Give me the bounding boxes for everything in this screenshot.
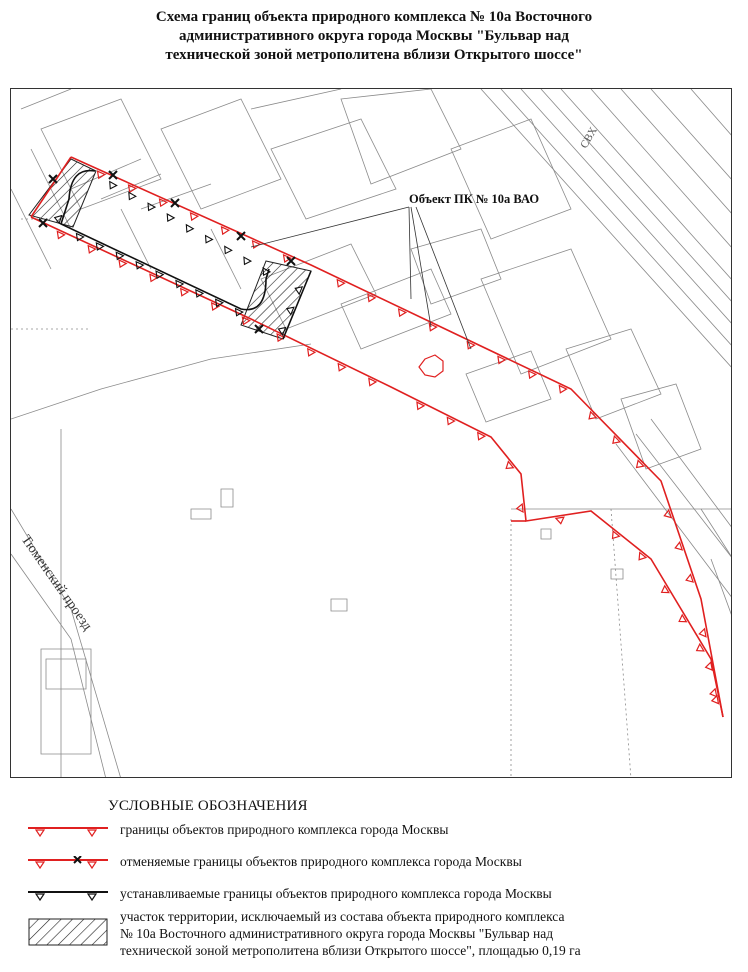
- boundary-marker-icon: [95, 171, 105, 180]
- boundary-marker-icon: [126, 185, 136, 194]
- legend-text-cancelled: отменяемые границы объектов природного комплекса города Москвы: [120, 854, 522, 869]
- new-boundary-icon: [28, 888, 108, 902]
- street-label: Тюменский проезд: [17, 532, 95, 634]
- boundary-marker-icon: [685, 574, 693, 584]
- boundary-marker-icon: [183, 225, 193, 234]
- nature-complex-boundary: [31, 157, 723, 717]
- boundary-marker-icon: [674, 542, 682, 552]
- rail-label: СВХ: [578, 125, 600, 151]
- legend: [0, 790, 748, 972]
- boundary-marker-icon: [663, 510, 671, 520]
- boundary-marker-icon: [709, 689, 716, 698]
- title-line-3: технической зоной метрополитена вблизи Открытого шоссе": [165, 47, 583, 63]
- boundary-marker-icon: [164, 214, 174, 223]
- legend-text-new: устанавливаемые границы объектов природного комплекса города Москвы: [120, 886, 552, 901]
- boundary-marker-icon: [556, 517, 565, 524]
- boundary-marker-icon: [107, 182, 117, 191]
- boundary-marker-icon: [699, 629, 706, 638]
- cancelled-boundary-icon: [28, 856, 108, 870]
- boundary-marker-icon: [219, 227, 229, 236]
- legend-excluded-line-2: № 10а Восточного административного округа города Москвы "Бульвар над: [120, 926, 554, 941]
- basemap: [11, 89, 732, 778]
- title-line-2: административного округа города Москвы "Бульвар над: [179, 28, 569, 44]
- title-line-1: Схема границ объекта природного комплекса № 10а Восточного: [155, 9, 593, 25]
- boundary-marker-icon: [516, 504, 523, 513]
- map-title: [60, 8, 688, 65]
- map-canvas[interactable]: [10, 88, 732, 778]
- object-label: Объект ПК № 10а ВАО: [409, 192, 540, 206]
- legend-text-excluded: [120, 908, 581, 959]
- boundary-marker-icon: [188, 213, 198, 222]
- legend-excluded-line-3: технической зоной метрополитена вблизи Открытого шоссе", площадью 0,19 га: [120, 943, 581, 958]
- legend-excluded-line-1: участок территории, исключаемый из состава объекта природного комплекса: [120, 909, 565, 924]
- boundary-marker-icon: [705, 662, 712, 671]
- hatched-area-icon: [28, 918, 108, 946]
- boundary-marker-icon: [126, 192, 136, 201]
- boundary-marker-icon: [203, 236, 213, 245]
- legend-heading: УСЛОВНЫЕ ОБОЗНАЧЕНИЯ: [108, 798, 308, 814]
- legend-text-boundary: границы объектов природного комплекса города Москвы: [120, 822, 449, 837]
- red-boundary-icon: [28, 824, 108, 838]
- boundary-marker-icon: [241, 257, 251, 266]
